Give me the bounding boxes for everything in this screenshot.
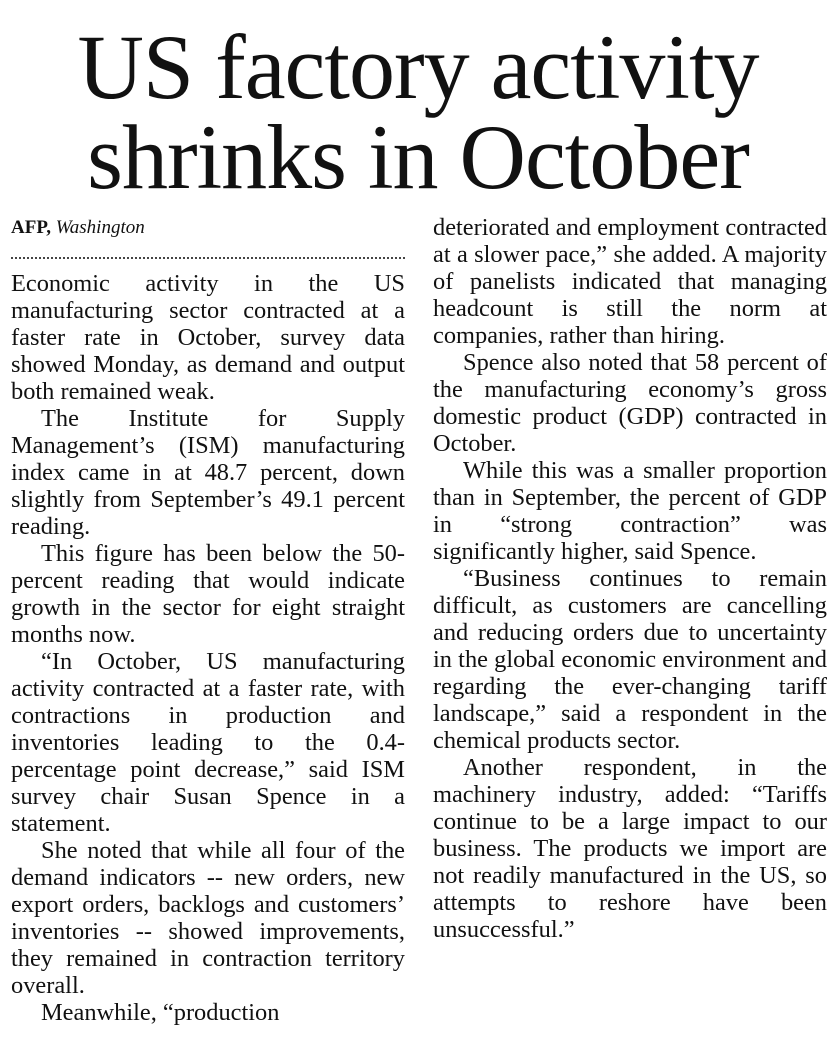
paragraph: The Institute for Supply Management’s (ISM) manufacturing index came in at 48.7 percent, down slightly from September’s 49.1 percent reading. [11,405,405,540]
headline [0,16,836,208]
paragraph: deteriorated and employment contracted at a slower pace,” she added. A majority of panelists indicated that managing headcount is still the norm at companies, rather than hiring. [433,214,827,349]
headline-line-2: shrinks in October [87,106,749,208]
byline-dateline: Washington [55,217,145,238]
paragraph: This figure has been below the 50-percent reading that would indicate growth in the sector for eight straight months now. [11,540,405,648]
headline-line-1: US factory activity [77,16,759,118]
paragraph: Another respondent, in the machinery industry, added: “Tariffs continue to be a large impact to our business. The products we import are not readily manufactured in the US, so attempts to reshore have been unsuccessful.” [433,754,827,943]
paragraph: Spence also noted that 58 percent of the manufacturing economy’s gross domestic product (GDP) contracted in October. [433,349,827,457]
paragraph: “In October, US manufacturing activity contracted at a faster rate, with contractions in production and inventories leading to the 0.4-percentage point decrease,” said ISM survey chair Susan Spence in a statement. [11,648,405,837]
paragraph: “Business continues to remain difficult, as customers are cancelling and reducing orders due to uncertainty in the global economic environment and regarding the ever-changing tariff landscape,” said a respondent in the chemical products sector. [433,565,827,754]
byline [11,214,405,242]
paragraph: She noted that while all four of the demand indicators -- new orders, new export orders, backlogs and customers’ inventories -- showed improvements, they remained in contraction territory overall. [11,837,405,999]
paragraph: Economic activity in the US manufacturing sector contracted at a faster rate in October, survey data showed Monday, as demand and output both remained weak. [11,270,405,405]
column-right [433,214,827,943]
byline-agency: AFP, [11,217,51,238]
paragraph: While this was a smaller proportion than in September, the percent of GDP in “strong contraction” was significantly higher, said Spence. [433,457,827,565]
paragraph: Meanwhile, “production [41,999,280,1026]
column-left [11,214,405,1026]
byline-divider [11,257,405,259]
